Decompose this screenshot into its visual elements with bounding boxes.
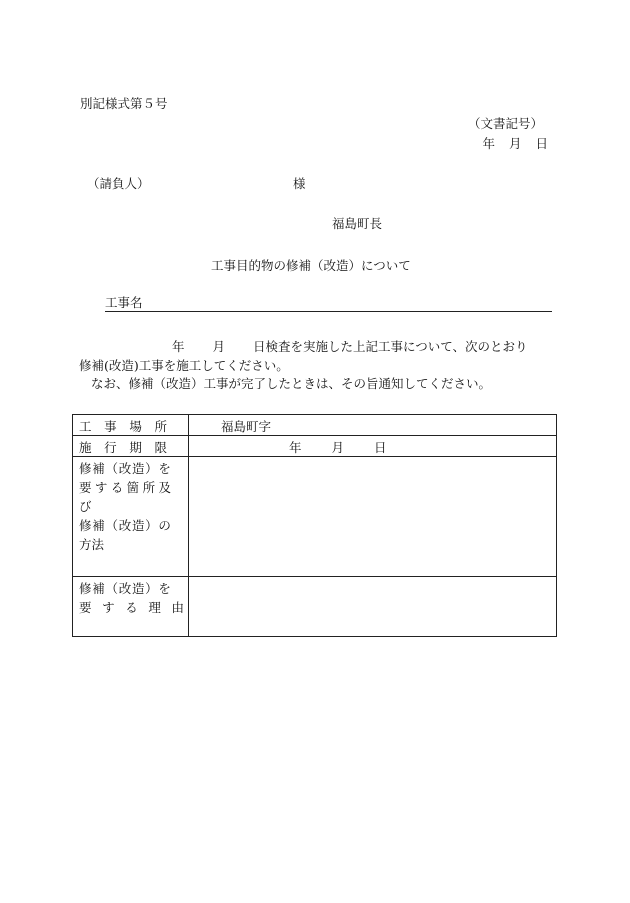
- body-year: 年: [172, 339, 185, 354]
- label-char: 所: [142, 480, 156, 495]
- label-char: ）: [145, 581, 158, 596]
- sender: 福島町長: [332, 216, 383, 231]
- label-char: 改: [118, 581, 132, 596]
- label-char: る: [110, 480, 124, 495]
- deadline-day: 日: [374, 440, 387, 455]
- label-char: 造: [131, 581, 145, 596]
- header-date-day: 日: [535, 136, 548, 151]
- label-char: 及: [158, 480, 171, 495]
- addressee-honorific: 様: [293, 176, 306, 191]
- construction-name-field: [105, 295, 552, 312]
- label-char: す: [94, 480, 108, 495]
- label-char: の: [158, 518, 171, 533]
- label-char: 改: [118, 518, 132, 533]
- label-char: 造: [131, 461, 145, 476]
- label-char: 要: [79, 480, 92, 495]
- label-char: 補: [92, 461, 105, 476]
- label-char: 修: [79, 518, 92, 533]
- label-line: [79, 579, 171, 598]
- document-title: 工事目的物の修補（改造）について: [211, 258, 411, 273]
- document-number: （文書記号）: [467, 116, 543, 131]
- label-char: 限: [154, 440, 167, 455]
- table-row-reason: [73, 577, 557, 637]
- label-char: 修: [79, 581, 92, 596]
- label-char: ）: [145, 518, 158, 533]
- body-rest: 日検査を実施した上記工事について、次のとおり: [253, 339, 528, 354]
- label-char: 場: [129, 419, 142, 434]
- location-method-label: [73, 457, 189, 577]
- table-row-deadline: [73, 436, 557, 457]
- label-line: [79, 497, 184, 516]
- header-date-month: 月: [508, 136, 522, 151]
- label-char: 工: [79, 419, 92, 434]
- label-line: [79, 598, 184, 617]
- label-char: 事: [104, 419, 117, 434]
- body-month: 月: [212, 339, 226, 354]
- label-line: [79, 459, 171, 478]
- body-line-3: なお、修補（改造）工事が完了したときは、その旨通知してください。: [91, 376, 492, 391]
- label-char: 行: [104, 440, 117, 455]
- table-row-location-method: [73, 457, 557, 577]
- form-number: 別記様式第５号: [80, 96, 168, 111]
- label-char: （: [105, 581, 118, 596]
- label-char: を: [158, 461, 171, 476]
- location-method-value: [189, 457, 557, 577]
- label-line: [79, 478, 171, 497]
- label-char: 法: [91, 537, 105, 552]
- label-char: 期: [129, 440, 142, 455]
- label-line: [79, 535, 184, 554]
- label-char: 補: [92, 518, 105, 533]
- label-char: 改: [118, 461, 132, 476]
- label-char: 補: [92, 581, 105, 596]
- label-char: す: [102, 600, 115, 615]
- header-date-year: 年: [482, 136, 495, 151]
- place-label: [73, 415, 189, 436]
- place-value-cell: [189, 415, 557, 436]
- label-char: 造: [131, 518, 145, 533]
- label-char: び: [79, 499, 92, 514]
- label-char: （: [105, 518, 118, 533]
- label-line: [79, 516, 171, 535]
- label-char: 所: [154, 419, 167, 434]
- label-char: 箇: [126, 480, 140, 495]
- reason-value: [189, 577, 557, 637]
- deadline-month: 月: [331, 440, 345, 455]
- label-char: を: [158, 581, 171, 596]
- header-date: [482, 136, 548, 152]
- reason-label: [73, 577, 189, 637]
- construction-name-label: 工事名: [105, 295, 143, 310]
- deadline-label: [73, 436, 189, 457]
- body-line-2: 修補(改造)工事を施工してください。: [79, 358, 289, 373]
- label-char: 要: [79, 600, 92, 615]
- deadline-value: [189, 438, 556, 456]
- deadline-value-cell: [189, 436, 557, 457]
- label-char: 理: [148, 600, 161, 615]
- body-line-1: [79, 337, 555, 356]
- label-char: 修: [79, 461, 92, 476]
- label-char: （: [105, 461, 118, 476]
- label-char: ）: [145, 461, 158, 476]
- label-char: る: [125, 600, 138, 615]
- addressee-label: （請負人）: [87, 176, 150, 191]
- details-table: [72, 414, 557, 637]
- body-paragraph: [79, 337, 555, 375]
- deadline-year: 年: [289, 440, 302, 455]
- label-char: 施: [79, 440, 92, 455]
- place-value: 福島町字: [221, 419, 272, 434]
- label-char: 由: [171, 600, 184, 615]
- label-char: 方: [79, 537, 92, 552]
- table-row-place: [73, 415, 557, 436]
